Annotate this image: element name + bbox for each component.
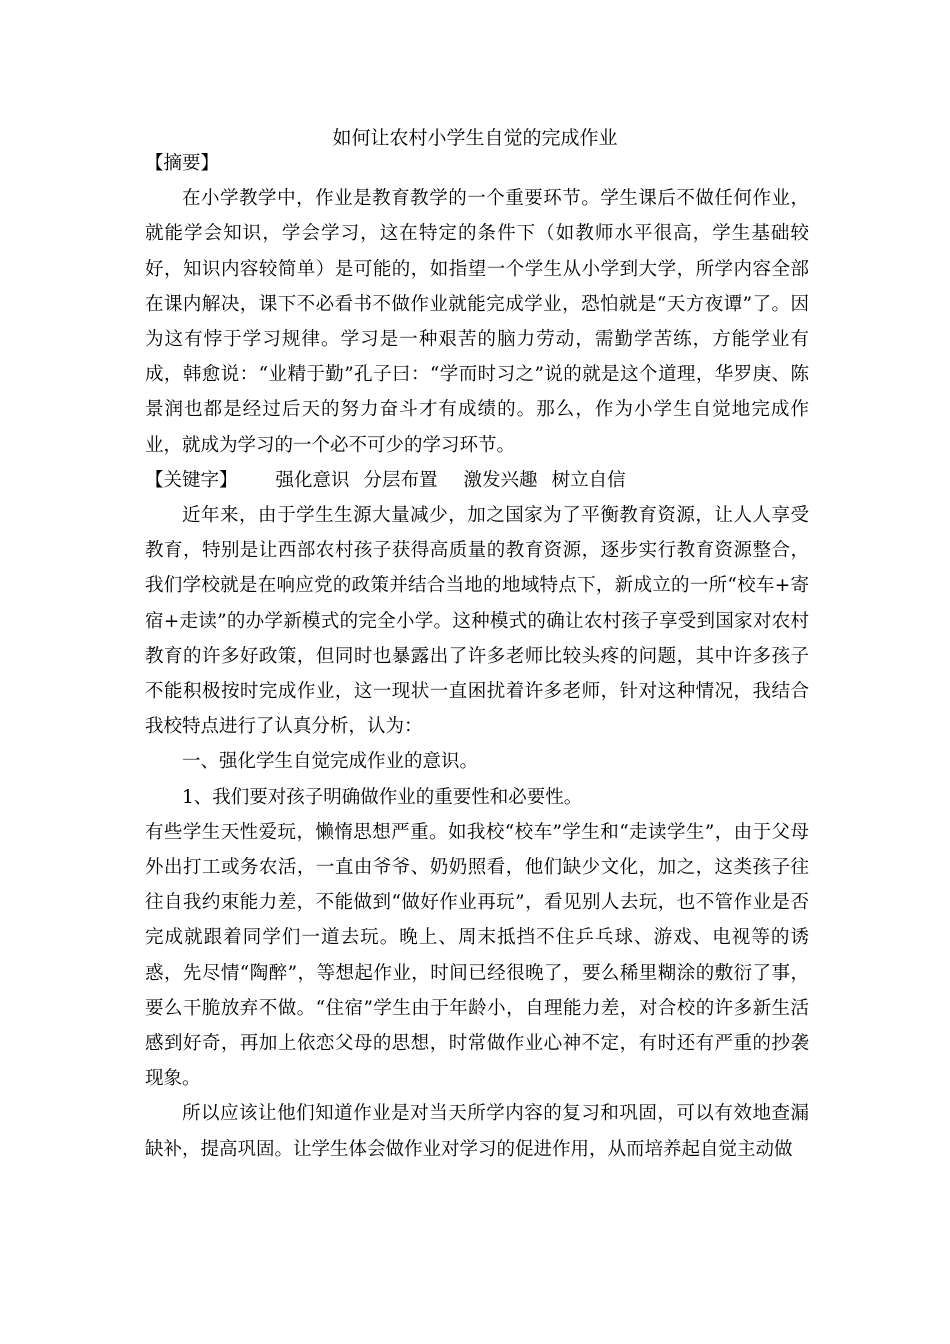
keyword: 分层布置 — [363, 469, 438, 491]
keyword: 树立自信 — [551, 469, 626, 491]
document-title: 如何让农村小学生自觉的完成作业 — [332, 127, 618, 149]
keywords-label: 【关键字】 — [145, 469, 238, 491]
closing-paragraph: 所以应该让他们知道作业是对当天所学内容的复习和巩固，可以有效地查漏缺补，提高巩固。让学生体会做作业对学习的促进作用，从而培养起自觉主动做 — [145, 1103, 809, 1160]
section-heading: 一、强化学生自觉完成作业的意识。 — [182, 751, 479, 773]
abstract-paragraph: 在小学教学中，作业是教育教学的一个重要环节。学生课后不做任何作业，就能学会知识，学会学习，这在特定的条件下（如教师水平很高，学生基础较好，知识内容较简单）是可能的，如指望一个学生从小学到大学，所学内容全部在课内解决，课下不必看书不做作业就能完成学业，恐怕就是“天方夜谭”了。因为这有悖于学习规律。学习是一种艰苦的脑力劳动，需勤学苦练，方能学业有成，韩愈说：“业精于勤”孔子曰：“学而时习之”说的就是这个道理，华罗庚、陈景润也都是经过后天的努力奋斗才有成绩的。那么，作为小学生自觉地完成作业，就成为学习的一个必不可少的学习环节。 — [145, 188, 809, 456]
intro-paragraph: 近年来，由于学生生源大量减少，加之国家为了平衡教育资源，让人人享受教育，特别是让西部农村孩子获得高质量的教育资源，逐步实行教育资源整合，我们学校就是在响应党的政策并结合当地的地域特点下，新成立的一所“校车+寄宿+走读”的办学新模式的完全小学。这种模式的确让农村孩子享受到国家对农村教育的许多好政策，但同时也暴露出了许多老师比较头疼的问题，其中许多孩子不能积极按时完成作业，这一现状一直困扰着许多老师，针对这种情况，我结合我校特点进行了认真分析，认为： — [145, 505, 809, 738]
keyword: 强化意识 — [275, 469, 350, 491]
document-body — [145, 146, 809, 1167]
point-paragraph: 有些学生天性爱玩，懒惰思想严重。如我校“校车”学生和“走读学生”，由于父母外出打工或务农活，一直由爷爷、奶奶照看，他们缺少文化，加之，这类孩子往往自我约束能力差，不能做到“做好作业再玩”，看见别人去玩，也不管作业是否完成就跟着同学们一道去玩。晚上、周末抵挡不住乒乓球、游戏、电视等的诱惑，先尽情“陶醉”，等想起作业，时间已经很晚了，要么稀里糊涂的敷衍了事，要么干脆放弃不做。“住宿”学生由于年龄小，自理能力差，对合校的许多新生活感到好奇，再加上依恋父母的思想，时常做作业心神不定，有时还有严重的抄袭现象。 — [145, 821, 809, 1090]
keyword: 激发兴趣 — [463, 469, 538, 491]
keywords-line — [145, 463, 809, 498]
point-heading: 1、我们要对孩子明确做作业的重要性和必要性。 — [182, 786, 583, 808]
abstract-heading: 【摘要】 — [145, 153, 220, 174]
